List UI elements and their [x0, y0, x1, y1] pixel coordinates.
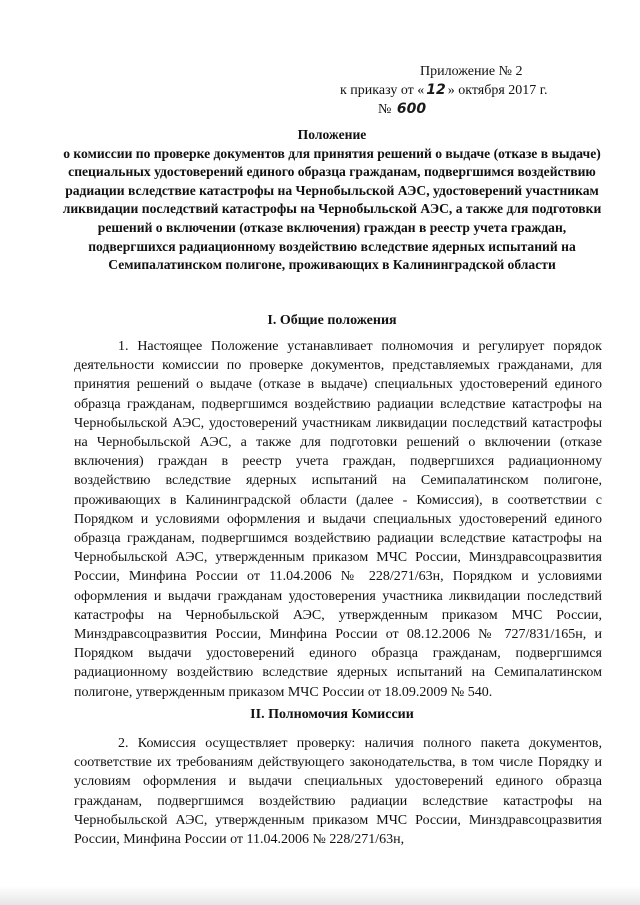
paragraph-2: 2. Комиссия осуществляет проверку: наличия полного пакета документов, соответствие их требованиям действующего законодательства, в том числе Порядку и условиям оформления и выдачи специальных удостоверений единого образца гражданам, подвергшимся воздействию радиации вследствие катастрофы на Чернобыльской АЭС, утвержденным приказом МЧС России, Минздравсоцразвития России, Минфина России от 11.04.2006 № 228/271/63н, — [74, 736, 602, 848]
document-title — [60, 126, 604, 275]
order-number-line — [340, 100, 610, 119]
order-date-prefix: к приказу от « — [340, 83, 425, 98]
appendix-title: Приложение № 2 — [420, 64, 523, 79]
title-text: о комиссии по проверке документов для принятия решений о выдаче (отказе в выдаче) специальных удостоверений единого образца гражданам, подвергшимся воздействию радиации вследствие катастрофы на Чернобыльской АЭС, удостоверений участникам ликвидации последствий катастрофы на Чернобыльской АЭС, а также для подготовки решений о включении (отказе включения) граждан в реестр учета граждан, подвергшихся радиационному воздействию вследствие ядерных испытаний на Семипалатинском полигоне, проживающих в Калининградской области — [62, 145, 602, 273]
paragraph-1: 1. Настоящее Положение устанавливает полномочия и регулирует порядок деятельности комиссии по проверке документов, представляемых гражданами, для принятия решений о выдаче (отказе в выдаче) специальных удостоверений единого образца гражданам, подвергшимся воздействию радиации вследствие катастрофы на Чернобыльской АЭС, удостоверений участникам ликвидации последствий катастрофы на Чернобыльской АЭС, а также для подготовки решений о включении (отказе включения) граждан в реестр учета граждан, подвергшихся радиационному воздействию вследствие ядерных испытаний на Семипалатинском полигоне, проживающих в Калининградской области (далее - Комиссия), в соответствии с Порядком и условиями оформления и выдачи специальных удостоверений единого образца гражданам, подвергшимся воздействию радиации вследствие катастрофы на Чернобыльской АЭС, утвержденным приказом МЧС России, Минздравсоцразвития России, Минфина России от 11.04.2006 № 228/271/63н, Порядком и условиями оформления и выдачи гражданам удостоверения участника ликвидации последствий катастрофы на Чернобыльской АЭС, утвержденным приказом МЧС России, Минздравсоцразвития России, Минфина России от 08.12.2006 № 727/831/165н, и Порядком выдачи удостоверений единого образца гражданам, подвергшимся радиационному воздействию вследствие ядерных испытаний на Семипалатинском полигоне, утвержденным приказом МЧС России от 18.09.2009 № 540. — [74, 339, 602, 700]
handwritten-order-number: 600 — [396, 101, 427, 117]
handwritten-day: 12 — [426, 82, 446, 98]
appendix-header — [340, 62, 610, 119]
section-heading-powers: II. Полномочия Комиссии — [250, 707, 414, 722]
section-heading-general: I. Общие положения — [267, 313, 397, 328]
number-sign: № — [378, 102, 392, 117]
order-date-suffix: » октября 2017 г. — [447, 83, 548, 98]
title-heading: Положение — [297, 127, 367, 142]
order-date-line — [340, 81, 610, 100]
scan-edge-shadow — [0, 886, 640, 905]
